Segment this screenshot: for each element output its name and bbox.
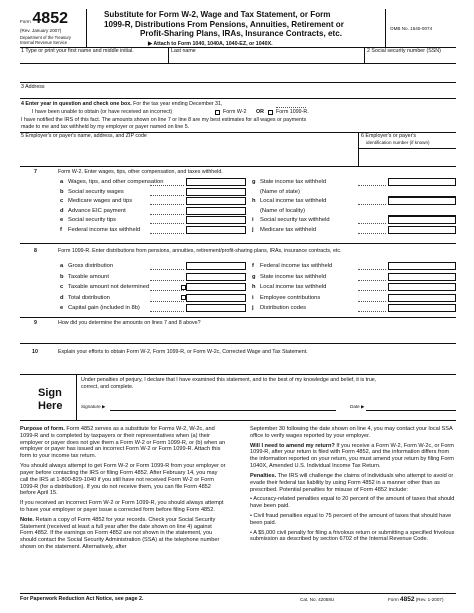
line7-field-j[interactable] [388,226,456,234]
line7-letter-b: b [60,188,64,195]
line8-letter-f: f [252,263,254,269]
line4-text2: I have been unable to obtain (or have received an incorrect) [32,109,173,115]
line4-header [21,101,222,107]
line7-leader-a [150,185,184,186]
department: Department of the Treasury [20,35,71,40]
instructions-left-paragraph-1 [20,463,226,497]
form-number: 4852 [32,10,68,27]
line8-letter-a: a [60,263,64,269]
header-divider-right [385,9,386,47]
line8-leader-c [150,290,184,291]
line8-field-e[interactable] [186,304,246,312]
line8-label-g: State income tax withheld [260,273,327,280]
line8-label-a: Gross distribution [68,263,114,269]
line7-label-d: Advance EIC payment [68,207,126,214]
line8-letter-e: e [60,305,64,311]
line7-field-d[interactable] [186,207,246,215]
instructions-right-lead-2: Penalties. [250,472,277,479]
attach-instruction: ▶ Attach to Form 1040, 1040A, 1040-EZ, or 1040X. [148,41,273,47]
header-divider-left [86,9,87,47]
form-revision: (Rev. January 2007) [20,28,62,33]
line7-label-a: Wages, tips, and other compensation [68,179,164,185]
line4-or: OR [256,109,264,115]
line2-label: 2 Social security number (SSN) [367,48,441,54]
line7-label-sub3: (Name of locality) [260,207,306,214]
line7-letter-c: c [60,198,64,204]
line8-letter-d: d [60,294,64,301]
line8-label-c: Taxable amount not determined [68,284,150,290]
line7-letter-j: j [252,226,254,233]
line8-field-f[interactable] [388,262,456,270]
line8-leader-a [150,269,184,270]
line7-letter-h: h [252,198,256,204]
signature-field[interactable] [110,410,336,411]
line7-leader-j [358,233,386,234]
instructions-left [20,426,226,554]
line7-letter-a: a [60,179,64,185]
line8-field-j[interactable] [388,304,456,312]
instructions-left-text-2: If you received an incorrect Form W-2 or Form 1099-R, you should always attempt to have your employer or payer issue a corrected form before filing Form 4852. [20,500,224,513]
line3-label: 3 Address [21,84,45,90]
line1-last-name: Last name [171,48,196,54]
instructions-left-text-1: You should always attempt to get Form W-2 or Form 1099-R from your employer or payer before contacting the IRS or filing Form 4852. After February 14, you may call the IRS at 1-800-829-1040 if you still have not received Form W-2 or Form 1099-R (for a distribution). If you do not receive them, you can file Form 4852 before April 15. [20,463,226,497]
instructions-left-paragraph-3 [20,517,226,551]
line4-w2-checkbox[interactable] [215,110,220,115]
bullet-dot-icon: • [250,496,254,503]
footer-paperwork-notice: For Paperwork Reduction Act Notice, see page 2. [20,596,144,602]
instructions-left-lead-3: Note. [20,516,34,523]
line8-letter-b: b [60,273,64,280]
line2-divider [364,47,365,63]
rule-sign-top [20,374,456,375]
line8-label-f: Federal income tax withheld [260,263,333,269]
line7-leader-f [150,233,184,234]
instructions-left-lead-0: Purpose of form. [20,426,65,432]
instructions-right-paragraph-0 [250,426,456,440]
line8-text: Form 1099-R. Enter distributions from pensions, annuities, retirement/profit-sharing plans, IRAs, insurance contracts, etc. [58,248,342,254]
line8-leader-i [358,301,386,302]
line4-note1: I have notified the IRS of this fact. The amounts shown on line 7 or line 8 are my best estimates for all wages or payments [21,117,307,123]
line8-leader-h [358,290,386,291]
instructions-right-text-1: If you receive a Form W-2, Form W-2c, or Form 1099-R, after your return is filed with Form 4852, and the information differs from the information reported on your return, you must amend your return by filing Form 1040X, Amended U.S. Individual Income Tax Return. [250,442,454,470]
rule-line6-field [358,148,456,149]
line9-text: How did you determine the amounts on lines 7 and 8 above? [58,320,201,326]
line8d-checkbox[interactable] [181,295,186,300]
sign-word: Sign [38,387,62,399]
instructions-left-paragraph-0 [20,426,226,460]
line5-label: 5 Employer's or payer's name, address, and ZIP code [21,133,147,139]
instructions-left-text-3: Retain a copy of Form 4852 for your records. Check your Social Security Statement (received at least a full year after the date shown on line 4) against Form 4852. If the earnings on Form 4852 are not shown in the statement, you should contact the Social Security Administration (SSA) at the telephone number shown on the statement. Alternatively, after [20,516,220,550]
rule-line8 [20,243,456,244]
line7-field-h[interactable] [388,197,456,205]
line8-leader-d [150,301,184,302]
rule-sign-bottom [20,420,456,421]
line6-divider [358,132,359,166]
line8c-checkbox[interactable] [181,285,186,290]
line8-letter-c: c [60,284,64,290]
sign-here-label [38,387,62,412]
instructions-right-text-0: September 30 following the date shown on line 4, you may contact your local SSA office to verify wages reported by your employer. [250,426,453,439]
line7-field-c[interactable] [186,197,246,205]
penalty-bullet-text-2: A $5,000 civil penalty for filing a frivolous return or submitting a specified frivolous submission as described by section 6702 of the Internal Revenue Code. [250,529,455,543]
instructions-right-paragraph-1 [250,443,456,470]
date-label: Date ▶ [350,404,365,409]
title-line-1: Substitute for Form W-2, Wage and Tax Statement, or Form [104,10,331,19]
footer-form-number: 4852 [400,596,415,603]
line8-letter-h: h [252,284,256,290]
line7-label-sub1: (Name of state) [260,188,300,195]
line7-letter-e: e [60,217,64,223]
line7-label-c: Medicare wages and tips [68,198,133,204]
footer-form-word: Form [388,597,399,602]
line7-number: 7 [34,169,37,175]
line8-label-b: Taxable amount [68,273,109,280]
line8-letter-j: j [252,305,254,311]
line8-leader-b [150,280,184,281]
title-line-3: Profit-Sharing Plans, IRAs, Insurance Contracts, etc. [140,29,342,39]
rule-line7 [20,166,456,167]
line7-label-h: Local income tax withheld [260,198,327,204]
line8-field-d[interactable] [186,294,246,302]
form-word: Form [20,19,31,24]
line7-field-f[interactable] [186,226,246,234]
line7-letter-i: i [252,217,254,223]
rule-line10 [20,343,456,344]
line7-label-i: Social security tax withheld [260,217,330,223]
perjury-line-2: correct, and complete. [81,384,134,390]
agency: Internal Revenue Service [20,40,68,45]
footer-form-ref [388,596,444,603]
line7-letter-f: f [60,226,62,233]
footer-revision: (Rev. 1-2007) [415,597,444,602]
line4-w2-label: Form W-2 [223,109,247,115]
line8-field-i[interactable] [388,294,456,302]
line8-field-c[interactable] [186,283,246,291]
line8-field-g[interactable] [388,273,456,281]
penalty-bullet-2 [250,530,456,544]
form-label [20,10,68,28]
rule-line9 [20,317,456,318]
line8-letter-g: g [252,273,256,280]
rule-line3-top [20,82,456,83]
line7-field-e[interactable] [186,216,246,224]
line10-text: Explain your efforts to obtain Form W-2, Form 1099-R, or Form W-2c, Corrected Wage and Tax Statement. [58,349,308,355]
line7-field-b[interactable] [186,188,246,196]
line7-label-e: Social security tips [68,217,117,223]
line8-number: 8 [34,248,37,254]
line7-leader-i [358,223,386,224]
instructions-right-paragraph-2 [250,473,456,493]
line8-label-d: Total distribution [68,294,110,301]
here-word: Here [38,399,63,412]
instructions-left-text-0: Form 4852 serves as a substitute for Forms W-2, W-2c, and 1099-R and is completed by taxpayers or their representatives when (a) their employer or payer does not give them a Form W-2 or Form 1099-R, or (b) when an employer or payer has issued an incorrect Form W-2 or Form 1099-R. Attach this form to your income tax return. [20,426,226,460]
penalty-bullet-0 [250,496,456,510]
line7-leader-c [150,204,184,205]
line8-letter-i: i [252,294,254,301]
line4-label: 4 Enter year in question and check one box. [21,101,132,107]
line6-label-2: identification number (if known) [366,140,430,145]
line8-label-e: Capital gain (included in 8b) [68,305,140,311]
line8-label-j: Distribution codes [260,305,307,311]
line7-letter-d: d [60,207,64,214]
penalty-bullet-1 [250,513,456,527]
line7-leader-d [150,214,184,215]
line8-leader-e [150,311,184,312]
bullet-dot-icon: • [250,529,254,536]
line9-number: 9 [34,320,37,326]
line8-leader-j [358,311,386,312]
line7-leader-e [150,223,184,224]
line4-note2: made to me and tax withheld by my employer or payer named on line 5. [21,124,190,130]
bullet-dot-icon: • [250,512,254,519]
line10-number: 10 [32,349,38,355]
line6-label-1: 6 Employer's or payer's [361,133,417,139]
line7-label-b: Social security wages [68,188,124,195]
perjury-line-1: Under penalties of perjury, I declare that I have examined this statement, and to the best of my knowledge and belief, it is true, [81,377,377,383]
line4-year-field[interactable] [276,107,306,108]
line8-field-h[interactable] [388,283,456,291]
line7-field-g[interactable] [388,178,456,186]
line7-leader-g [358,185,386,186]
line8-leader-f [358,269,386,270]
signature-label: Signature ▶ [81,404,106,409]
line7-field-i[interactable] [388,216,456,224]
title-line-2: 1099-R, Distributions From Pensions, Annuities, Retirement or [104,19,344,29]
instructions-right-text-2: The IRS will challenge the claims of individuals who attempt to avoid or evade their federal tax liability by using Form 4852 in a manner other than as prescribed. Potential penalties for misuse of Form 4852 include: [250,472,454,493]
omb-number: OMB No. 1545-0074 [390,26,433,31]
line8-label-i: Employee contributions [260,294,321,301]
line4-1099r-label: Form 1099-R. [276,109,309,115]
line4-year-text: For the tax year ending December 31, [133,101,223,107]
line7-label-g: State income tax withheld [260,179,327,185]
penalty-bullet-text-0: Accuracy-related penalties equal to 20 percent of the amount of taxes that should have been paid. [250,496,455,510]
line4-1099r-checkbox[interactable] [268,110,273,115]
line7-label-j: Medicare tax withheld [260,226,317,233]
form-title [104,10,344,39]
line8-field-a[interactable] [186,262,246,270]
line1-divider [168,47,169,63]
date-field[interactable] [366,410,456,411]
line8-field-b[interactable] [186,273,246,281]
line7-letter-g: g [252,179,256,185]
sign-divider [76,374,77,420]
line7-text: Form W-2. Enter wages, tips, other compensation, and taxes withheld. [58,169,223,175]
rule-footer [20,593,456,594]
footer-cat-number: Cat. No. 42058U [300,597,335,602]
instructions-right [250,426,456,546]
line7-label-f: Federal income tax withheld [68,226,141,233]
line7-leader-b [150,195,184,196]
line8-label-h: Local income tax withheld [260,284,327,290]
line8-leader-g [358,280,386,281]
rule-line4 [20,98,456,99]
penalty-bullet-text-1: Civil fraud penalties equal to 75 percent of the amount of taxes that should have been paid. [250,512,452,526]
line7-leader-h [358,204,386,205]
instructions-left-paragraph-2 [20,500,226,514]
line7-field-a[interactable] [186,178,246,186]
instructions-right-lead-1: Will I need to amend my return? [250,442,335,449]
line1-label: 1 Type or print your first name and middle initial. [21,48,134,54]
rule-line3 [20,63,456,64]
